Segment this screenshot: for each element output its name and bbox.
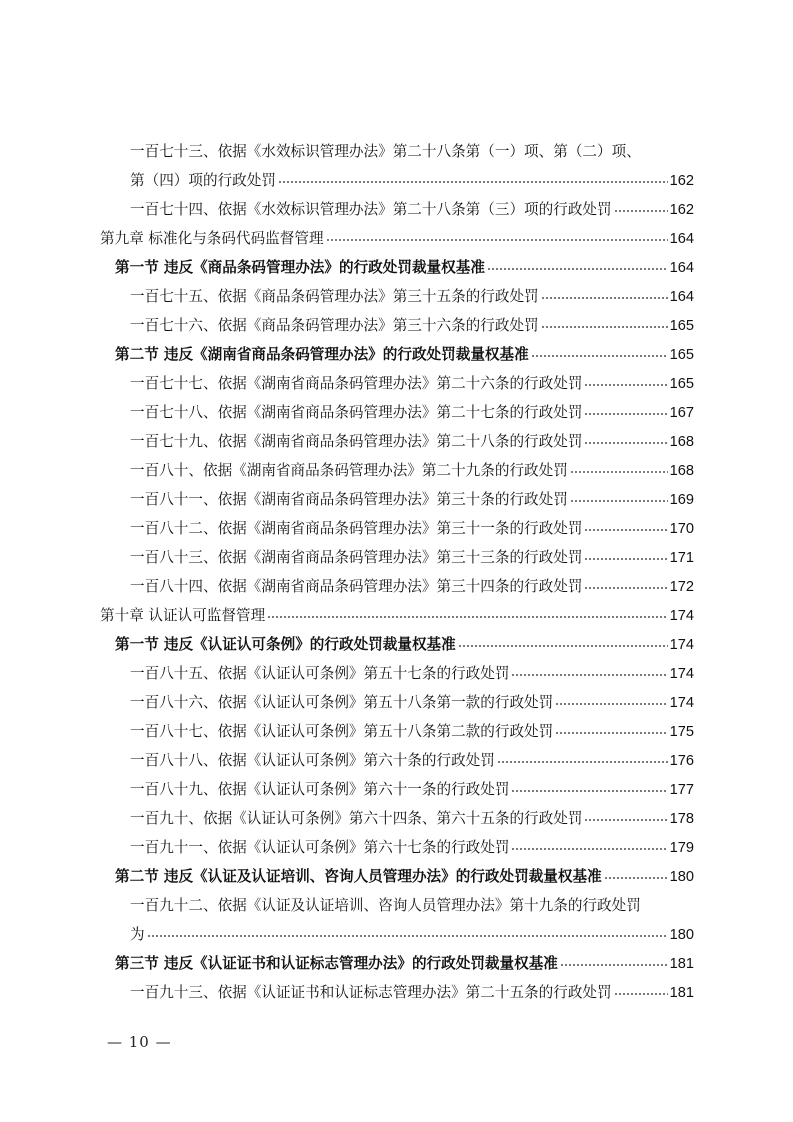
toc-page-number: 174 bbox=[669, 608, 694, 624]
toc-entry-title: 一百九十一、依据《认证认可条例》第六十七条的行政处罚 bbox=[130, 839, 510, 856]
toc-page-number: 164 bbox=[669, 231, 694, 247]
dot-leader bbox=[555, 727, 667, 737]
dot-leader bbox=[531, 350, 668, 360]
toc-entry-title: 一百八十一、依据《湖南省商品条码管理办法》第三十条的行政处罚 bbox=[130, 491, 568, 508]
toc-entry-title: 一百七十三、依据《水效标识管理办法》第二十八条第（一）项、第（二）项、 bbox=[130, 143, 641, 160]
toc-entry-title: 一百八十三、依据《湖南省商品条码管理办法》第三十三条的行政处罚 bbox=[130, 549, 583, 566]
toc-entry-item-continued[interactable] bbox=[130, 920, 694, 949]
toc-page-number: 168 bbox=[669, 463, 694, 479]
toc-entry-title: 第二节 违反《湖南省商品条码管理办法》的行政处罚裁量权基准 bbox=[115, 346, 529, 363]
toc-page-number: 169 bbox=[669, 492, 694, 508]
toc-page-number: 176 bbox=[669, 753, 694, 769]
dot-leader bbox=[541, 292, 668, 302]
toc-entry-item[interactable] bbox=[130, 137, 684, 166]
toc-entry-section[interactable] bbox=[115, 862, 694, 891]
toc-page-number: 175 bbox=[669, 724, 694, 740]
toc-entry-title: 为 bbox=[130, 926, 145, 943]
toc-entry-title: 一百七十八、依据《湖南省商品条码管理办法》第二十七条的行政处罚 bbox=[130, 404, 583, 421]
toc-entry-title: 第三节 违反《认证证书和认证标志管理办法》的行政处罚裁量权基准 bbox=[115, 955, 558, 972]
toc-page-number: 167 bbox=[669, 405, 694, 421]
dot-leader bbox=[584, 553, 667, 563]
toc-page-number: 174 bbox=[669, 637, 694, 653]
toc-entry-section[interactable] bbox=[115, 630, 694, 659]
toc-entry-title: 一百八十五、依据《认证认可条例》第五十七条的行政处罚 bbox=[130, 665, 510, 682]
toc-page-number: 172 bbox=[669, 579, 694, 595]
dot-leader bbox=[497, 756, 668, 766]
toc-entry-title: 一百八十七、依据《认证认可条例》第五十八条第二款的行政处罚 bbox=[130, 723, 554, 740]
toc-entry-item[interactable] bbox=[130, 775, 694, 804]
dot-leader bbox=[147, 930, 668, 940]
toc-entry-title: 一百七十七、依据《湖南省商品条码管理办法》第二十六条的行政处罚 bbox=[130, 375, 583, 392]
dot-leader bbox=[487, 263, 668, 273]
toc-entry-title: 第（四）项的行政处罚 bbox=[130, 172, 276, 189]
dot-leader bbox=[584, 437, 667, 447]
toc-entry-item[interactable] bbox=[130, 485, 694, 514]
toc-entry-title: 一百八十二、依据《湖南省商品条码管理办法》第三十一条的行政处罚 bbox=[130, 520, 583, 537]
toc-entry-title: 一百九十二、依据《认证及认证培训、咨询人员管理办法》第十九条的行政处罚 bbox=[130, 897, 641, 914]
dot-leader bbox=[570, 466, 668, 476]
toc-page-number: 177 bbox=[669, 782, 694, 798]
toc-page-number: 164 bbox=[669, 289, 694, 305]
toc-entry-chapter[interactable] bbox=[100, 224, 694, 253]
toc-entry-item[interactable] bbox=[130, 746, 694, 775]
toc-page-number: 178 bbox=[669, 811, 694, 827]
dot-leader bbox=[278, 176, 668, 186]
toc-page-number: 174 bbox=[669, 695, 694, 711]
toc-entry-title: 第九章 标准化与条码代码监督管理 bbox=[100, 230, 324, 247]
toc-entry-title: 第二节 违反《认证及认证培训、咨询人员管理办法》的行政处罚裁量权基准 bbox=[115, 868, 602, 885]
dot-leader bbox=[584, 379, 667, 389]
toc-entry-item[interactable] bbox=[130, 717, 694, 746]
dot-leader bbox=[584, 524, 667, 534]
toc-entry-section[interactable] bbox=[115, 949, 694, 978]
dot-leader bbox=[511, 785, 667, 795]
toc-entry-item[interactable] bbox=[130, 688, 694, 717]
toc-entry-item[interactable] bbox=[130, 282, 694, 311]
toc-entry-item[interactable] bbox=[130, 311, 694, 340]
toc-entry-item[interactable] bbox=[130, 833, 694, 862]
toc-entry-item[interactable] bbox=[130, 891, 694, 920]
toc-entry-title: 一百七十九、依据《湖南省商品条码管理办法》第二十八条的行政处罚 bbox=[130, 433, 583, 450]
toc-page-number: 174 bbox=[669, 666, 694, 682]
toc-entry-title: 一百七十四、依据《水效标识管理办法》第二十八条第（三）项的行政处罚 bbox=[130, 201, 612, 218]
dot-leader bbox=[584, 408, 667, 418]
dot-leader bbox=[570, 495, 668, 505]
toc-entry-title: 一百八十九、依据《认证认可条例》第六十一条的行政处罚 bbox=[130, 781, 510, 798]
toc-page-number: 179 bbox=[669, 840, 694, 856]
toc-entry-item-continued[interactable] bbox=[130, 166, 694, 195]
toc-page-number: 170 bbox=[669, 521, 694, 537]
toc-entry-item[interactable] bbox=[130, 659, 694, 688]
toc-entry-title: 一百八十、依据《湖南省商品条码管理办法》第二十九条的行政处罚 bbox=[130, 462, 568, 479]
dot-leader bbox=[267, 611, 667, 621]
toc-page-number: 165 bbox=[669, 318, 694, 334]
toc-entry-title: 一百九十、依据《认证认可条例》第六十四条、第六十五条的行政处罚 bbox=[130, 810, 583, 827]
dot-leader bbox=[511, 669, 667, 679]
toc-entry-title: 一百八十四、依据《湖南省商品条码管理办法》第三十四条的行政处罚 bbox=[130, 578, 583, 595]
toc-page-number: 180 bbox=[669, 927, 694, 943]
toc-entry-title: 一百七十六、依据《商品条码管理办法》第三十六条的行政处罚 bbox=[130, 317, 539, 334]
dot-leader bbox=[614, 988, 668, 998]
dot-leader bbox=[326, 234, 668, 244]
toc-entry-item[interactable] bbox=[130, 804, 694, 833]
toc-page-number: 165 bbox=[669, 376, 694, 392]
toc-entry-title: 一百九十三、依据《认证证书和认证标志管理办法》第二十五条的行政处罚 bbox=[130, 984, 612, 1001]
toc-entry-title: 一百八十六、依据《认证认可条例》第五十八条第一款的行政处罚 bbox=[130, 694, 554, 711]
toc-page-number: 165 bbox=[669, 347, 694, 363]
dot-leader bbox=[458, 640, 668, 650]
toc-entry-item[interactable] bbox=[130, 543, 694, 572]
toc-page-number: 164 bbox=[669, 260, 694, 276]
toc-entry-title: 第一节 违反《商品条码管理办法》的行政处罚裁量权基准 bbox=[115, 259, 485, 276]
toc-entry-title: 第一节 违反《认证认可条例》的行政处罚裁量权基准 bbox=[115, 636, 456, 653]
toc-entry-item[interactable] bbox=[130, 427, 694, 456]
toc-entry-title: 一百八十八、依据《认证认可条例》第六十条的行政处罚 bbox=[130, 752, 495, 769]
toc-entry-chapter[interactable] bbox=[100, 601, 694, 630]
toc-page-number: 162 bbox=[669, 173, 694, 189]
dot-leader bbox=[511, 843, 667, 853]
toc-entry-title: 一百七十五、依据《商品条码管理办法》第三十五条的行政处罚 bbox=[130, 288, 539, 305]
toc-entry-item[interactable] bbox=[130, 456, 694, 485]
toc-entry-item[interactable] bbox=[130, 978, 694, 1007]
toc-entry-title: 第十章 认证认可监督管理 bbox=[100, 607, 266, 624]
toc-page-number: 171 bbox=[669, 550, 694, 566]
page-number-footer: — 10 — bbox=[107, 1033, 172, 1051]
toc-entry-item[interactable] bbox=[130, 398, 694, 427]
dot-leader bbox=[541, 321, 668, 331]
dot-leader bbox=[584, 582, 667, 592]
toc-page-number: 162 bbox=[669, 202, 694, 218]
toc-page-number: 180 bbox=[669, 869, 694, 885]
toc-entry-item[interactable] bbox=[130, 195, 694, 224]
toc-page-number: 168 bbox=[669, 434, 694, 450]
dot-leader bbox=[555, 698, 667, 708]
toc-entry-item[interactable] bbox=[130, 514, 694, 543]
dot-leader bbox=[604, 872, 668, 882]
toc-entry-item[interactable] bbox=[130, 572, 694, 601]
toc-page-number: 181 bbox=[669, 985, 694, 1001]
toc-entry-section[interactable] bbox=[115, 340, 694, 369]
toc-page-number: 181 bbox=[669, 956, 694, 972]
toc-entry-item[interactable] bbox=[130, 369, 694, 398]
dot-leader bbox=[560, 959, 668, 969]
dot-leader bbox=[614, 205, 668, 215]
dot-leader bbox=[584, 814, 667, 824]
toc-entry-section[interactable] bbox=[115, 253, 694, 282]
